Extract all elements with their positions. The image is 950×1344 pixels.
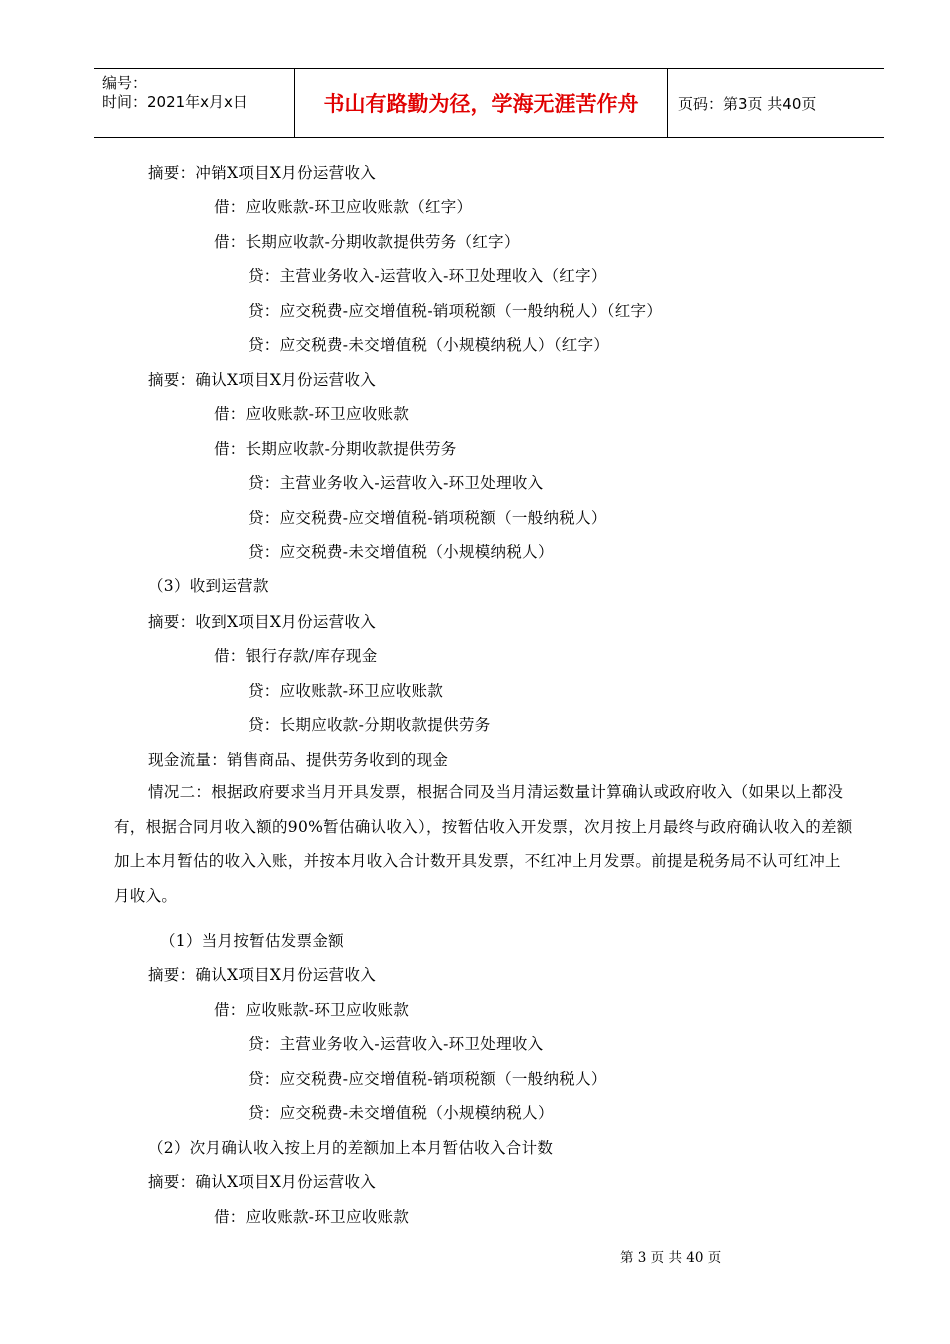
credit-line: 贷：长期应收款-分期收款提供劳务 xyxy=(248,716,491,734)
page-header xyxy=(94,68,884,138)
case-two-paragraph: 情况二：根据政府要求当月开具发票，根据合同及当月清运数量计算确认或政府收入（如果以上都没有，根据合同月收入额的90%暂估确认收入），按暂估收入开发票，次月按上月最终与政府确认收入的差额加上本月暂估的收入入账，并按本月收入合计数开具发票，不红冲上月发票。前提是税务局不认可红冲上月收入。 xyxy=(114,783,853,905)
credit-line: 贷：应交税费-应交增值税-销项税额（一般纳税人）（红字） xyxy=(248,302,663,320)
debit-line: 借：应收账款-环卫应收账款 xyxy=(214,405,410,423)
debit-line: 借：长期应收款-分期收款提供劳务（红字） xyxy=(214,233,520,251)
header-motto: 书山有路勤为径，学海无涯苦作舟 xyxy=(295,69,668,137)
credit-line: 贷：主营业务收入-运营收入-环卫处理收入（红字） xyxy=(248,267,607,285)
section-heading: （2）次月确认收入按上月的差额加上本月暂估收入合计数 xyxy=(148,1139,554,1157)
header-left-cell xyxy=(94,69,295,137)
document-time-label: 时间：2021年x月x日 xyxy=(102,93,248,111)
debit-line: 借：应收账款-环卫应收账款（红字） xyxy=(214,198,473,216)
summary-line: 摘要：冲销X项目X月份运营收入 xyxy=(148,164,377,182)
section-heading: （3）收到运营款 xyxy=(148,577,269,595)
summary-line: 摘要：确认X项目X月份运营收入 xyxy=(148,1173,377,1191)
debit-line: 借：应收账款-环卫应收账款 xyxy=(214,1208,410,1226)
page-footer: 第 3 页 共 40 页 xyxy=(620,1250,722,1266)
credit-line: 贷：应交税费-应交增值税-销项税额（一般纳税人） xyxy=(248,509,607,527)
credit-line: 贷：主营业务收入-运营收入-环卫处理收入 xyxy=(248,474,544,492)
credit-line: 贷：应收账款-环卫应收账款 xyxy=(248,682,444,700)
summary-line: 摘要：确认X项目X月份运营收入 xyxy=(148,966,377,984)
header-page-number: 页码：第3页 共40页 xyxy=(678,94,817,113)
summary-line: 摘要：确认X项目X月份运营收入 xyxy=(148,371,377,389)
credit-line: 贷：主营业务收入-运营收入-环卫处理收入 xyxy=(248,1035,544,1053)
credit-line: 贷：应交税费-应交增值税-销项税额（一般纳税人） xyxy=(248,1070,607,1088)
summary-line: 摘要：收到X项目X月份运营收入 xyxy=(148,613,377,631)
section-heading: （1）当月按暂估发票金额 xyxy=(160,932,344,950)
document-number-label: 编号： xyxy=(102,74,148,92)
debit-line: 借：应收账款-环卫应收账款 xyxy=(214,1001,410,1019)
credit-line: 贷：应交税费-未交增值税（小规模纳税人）（红字） xyxy=(248,336,610,354)
debit-line: 借：银行存款/库存现金 xyxy=(214,647,378,665)
credit-line: 贷：应交税费-未交增值税（小规模纳税人） xyxy=(248,543,554,561)
credit-line: 贷：应交税费-未交增值税（小规模纳税人） xyxy=(248,1104,554,1122)
debit-line: 借：长期应收款-分期收款提供劳务 xyxy=(214,440,457,458)
cash-flow-line: 现金流量：销售商品、提供劳务收到的现金 xyxy=(148,751,449,769)
